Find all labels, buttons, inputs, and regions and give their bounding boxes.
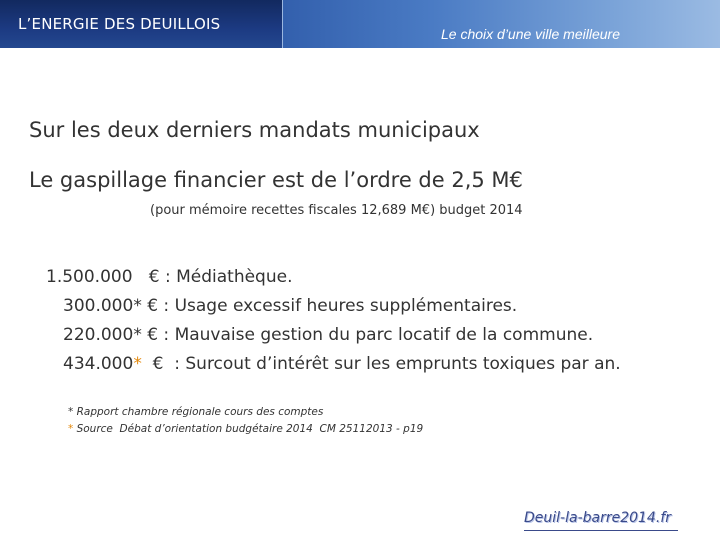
slide-title-line-1: Sur les deux derniers mandats municipaux xyxy=(29,118,480,142)
header-bar xyxy=(0,0,720,48)
header-title-box xyxy=(0,0,283,48)
expense-description: € : Usage excessif heures supplémentaires. xyxy=(141,296,518,316)
expense-star-accent: * xyxy=(133,354,142,374)
budget-memo: (pour mémoire recettes fiscales 12,689 M€) budget 2014 xyxy=(150,203,523,218)
footnote-2-text: Source Débat d’orientation budgétaire 2014 CM 25112013 - p19 xyxy=(73,423,424,435)
footnote-2 xyxy=(68,421,423,438)
footer-website-link[interactable]: Deuil-la-barre2014.fr xyxy=(524,510,671,526)
expense-description: € : Médiathèque. xyxy=(132,267,293,287)
expense-description: € : Surcout d’intérêt sur les emprunts toxiques par an. xyxy=(141,354,621,374)
expense-list xyxy=(46,263,621,379)
slide-title-line-2: Le gaspillage financier est de l’ordre de 2,5 M€ xyxy=(29,168,523,192)
expense-star: * xyxy=(133,325,142,345)
expense-amount: 220.000 xyxy=(63,325,134,345)
expense-star: * xyxy=(133,296,142,316)
footnotes xyxy=(68,404,423,438)
footnote-1: * Rapport chambre régionale cours des comptes xyxy=(68,406,324,418)
expense-item-loans xyxy=(46,350,621,379)
expense-item-overtime xyxy=(46,292,621,321)
expense-item-rental xyxy=(46,321,621,350)
header-tagline: Le choix d’une ville meilleure xyxy=(441,26,620,42)
expense-item-mediatheque xyxy=(46,263,621,292)
footer-underline xyxy=(524,530,678,531)
expense-description: € : Mauvaise gestion du parc locatif de la commune. xyxy=(141,325,594,345)
footnote-star-accent: * xyxy=(68,423,74,435)
header-title: L’ENERGIE DES DEUILLOIS xyxy=(18,15,221,33)
expense-amount: 300.000 xyxy=(63,296,134,316)
expense-amount: 1.500.000 xyxy=(46,267,133,287)
expense-amount: 434.000 xyxy=(63,354,134,374)
